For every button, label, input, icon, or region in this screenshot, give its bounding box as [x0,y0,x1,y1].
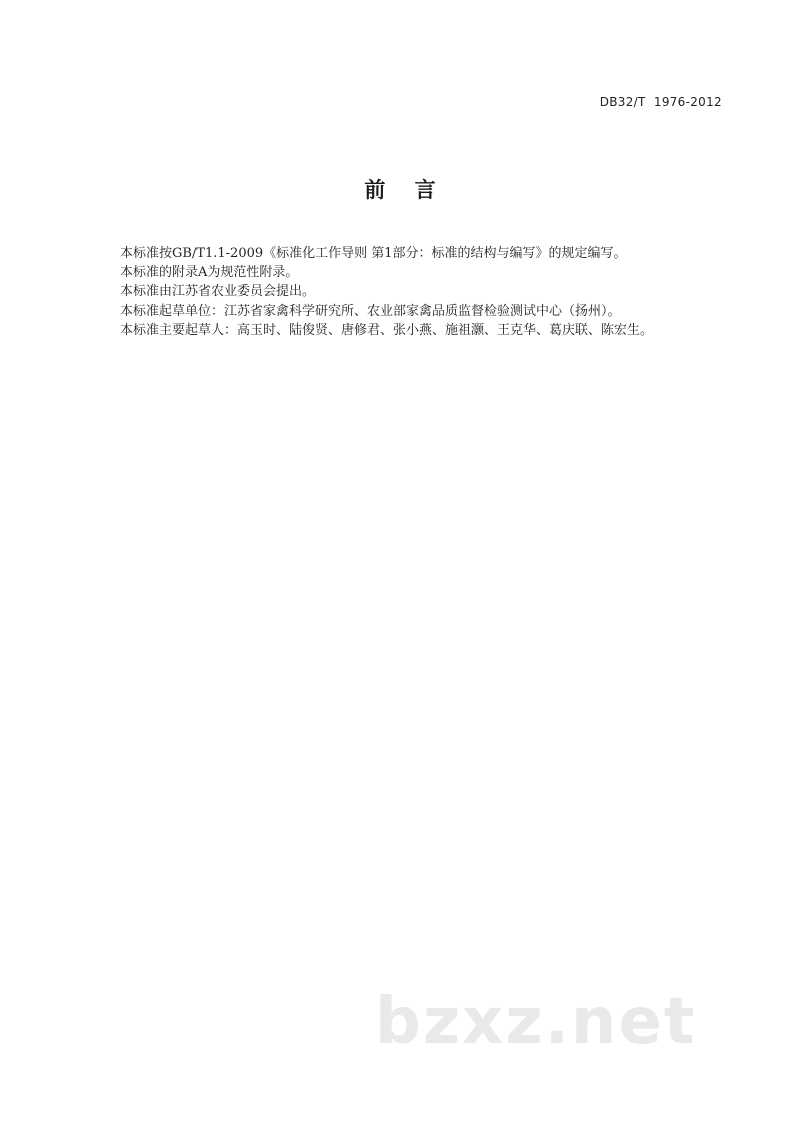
watermark: bzxz.net [375,985,697,1059]
page-title: 前 言 [364,178,436,202]
paragraph-appendix: 本标准的附录A为规范性附录。 [120,265,299,281]
foreword-body [120,244,740,340]
paragraph-drafting-rules: 本标准按GB/T1.1-2009《标准化工作导则 第1部分：标准的结构与编写》的规定编写。 [120,246,627,261]
paragraph-drafting-units: 本标准起草单位：江苏省家禽科学研究所、农业部家禽品质监督检验测试中心（扬州）。 [120,303,621,319]
paragraph-proposer: 本标准由江苏省农业委员会提出。 [120,284,316,300]
document-code: DB32/T 1976-2012 [599,95,722,109]
paragraph-drafters: 本标准主要起草人：高玉时、陆俊贤、唐修君、张小燕、施祖灏、王克华、葛庆联、陈宏生。 [120,322,654,338]
